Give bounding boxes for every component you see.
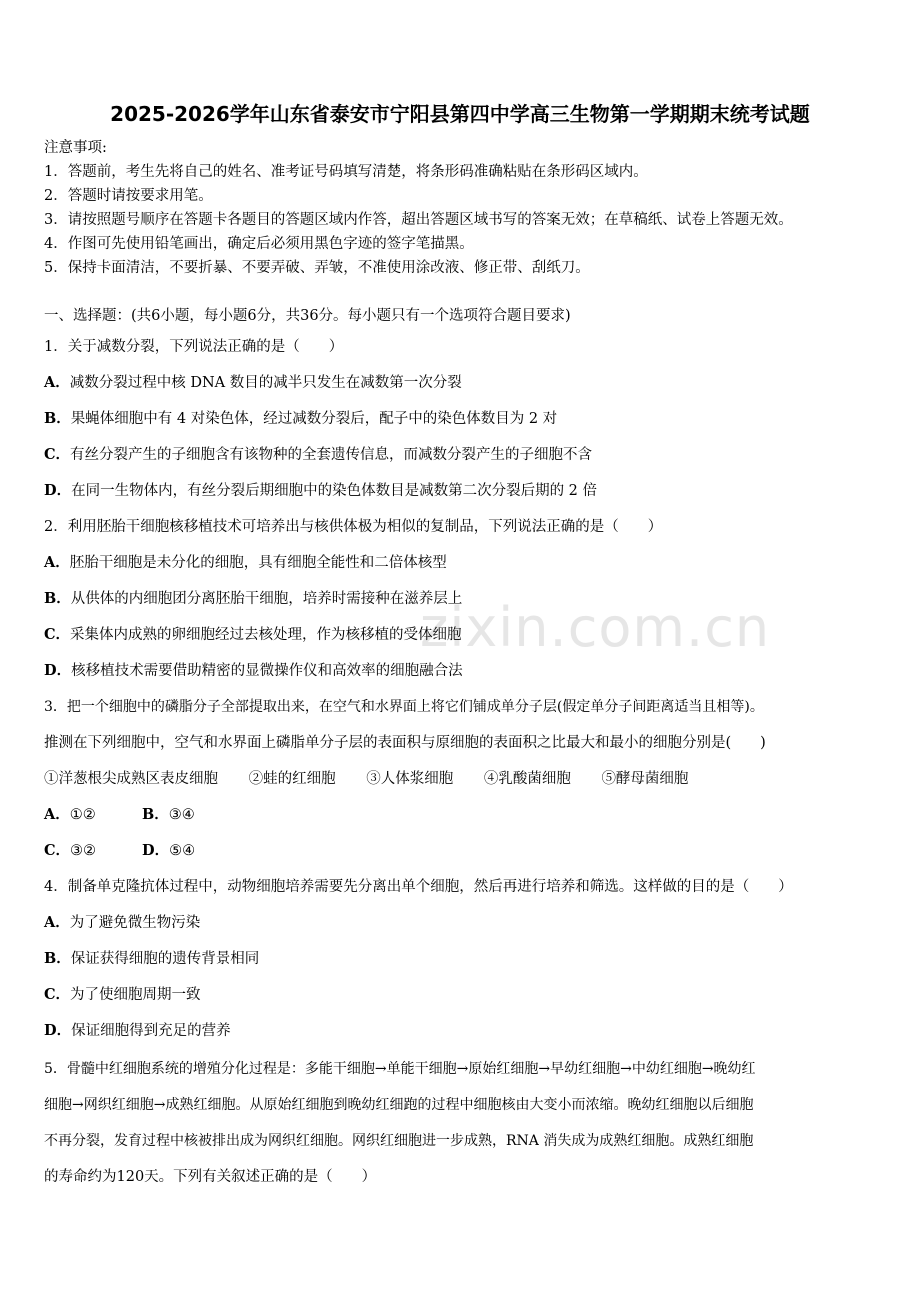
option-text: ①②	[69, 807, 96, 823]
question-stem-5-line1: 5．骨髓中红细胞系统的增殖分化过程是：多能干细胞→单能干细胞→原始红细胞→早幼红细胞→中幼红细胞→晚幼红	[44, 1061, 756, 1077]
question-stem-4: 4．制备单克隆抗体过程中，动物细胞培养需要先分离出单个细胞，然后再进行培养和筛选。这样做的目的是（ ）	[44, 879, 793, 895]
option-letter: B．	[44, 410, 71, 427]
question-stem-5-line4: 的寿命约为120天。下列有关叙述正确的是（ ）	[44, 1169, 377, 1185]
option-3c	[44, 841, 96, 861]
section-heading: 一、选择题：(共6小题，每小题6分，共36分。每小题只有一个选项符合题目要求)	[44, 308, 571, 324]
option-letter: A．	[44, 554, 70, 571]
option-text: 胚胎干细胞是未分化的细胞，具有细胞全能性和二倍体核型	[69, 555, 447, 571]
notice-item: 1．答题前，考生先将自己的姓名、准考证号码填写清楚，将条形码准确粘贴在条形码区域内。	[44, 164, 648, 180]
watermark: zixin.com.cn	[420, 596, 771, 659]
option-letter: A．	[44, 806, 70, 823]
option-letter: C．	[44, 986, 71, 1003]
notice-item: 5．保持卡面清洁，不要折暴、不要弄破、弄皱，不准使用涂改液、修正带、刮纸刀。	[44, 260, 590, 276]
option-letter: B．	[142, 806, 169, 823]
option-2b	[44, 589, 462, 609]
question-stem-3-line2: 推测在下列细胞中，空气和水界面上磷脂单分子层的表面积与原细胞的表面积之比最大和最小的细胞分别是( )	[44, 735, 766, 751]
option-4d	[44, 1021, 231, 1041]
question-stem-5-line2: 细胞→网织红细胞→成熟红细胞。从原始红细胞到晚幼红细跑的过程中细胞核由大变小而浓缩。晚幼红细胞以后细胞	[44, 1097, 754, 1113]
cell-item: ⑤酵母菌细胞	[601, 771, 689, 787]
cell-item: ③人体浆细胞	[366, 771, 454, 787]
option-1a	[44, 373, 462, 393]
option-text: 减数分裂过程中核 DNA 数目的减半只发生在减数第一次分裂	[69, 375, 462, 391]
option-letter: D．	[44, 662, 72, 679]
option-letter: B．	[44, 950, 71, 967]
option-2a	[44, 553, 447, 573]
option-text: 保证细胞得到充足的营养	[71, 1023, 231, 1039]
option-letter: B．	[44, 590, 71, 607]
page-title: 2025-2026学年山东省泰安市宁阳县第四中学高三生物第一学期期末统考试题	[110, 102, 810, 126]
option-4c	[44, 985, 201, 1005]
notice-item: 3．请按照题号顺序在答题卡各题目的答题区域内作答，超出答题区域书写的答案无效；在草稿纸、试卷上答题无效。	[44, 212, 793, 228]
option-1d	[44, 481, 597, 501]
option-4b	[44, 949, 259, 969]
option-text: 在同一生物体内，有丝分裂后期细胞中的染色体数目是减数第二次分裂后期的 2 倍	[71, 483, 598, 499]
question-3-items	[44, 769, 688, 789]
option-2d	[44, 661, 463, 681]
option-3a	[44, 805, 96, 825]
option-text: ③④	[168, 807, 195, 823]
option-3d	[142, 841, 195, 861]
option-text: 果蝇体细胞中有 4 对染色体，经过减数分裂后，配子中的染色体数目为 2 对	[70, 411, 558, 427]
option-letter: C．	[44, 446, 71, 463]
option-letter: C．	[44, 626, 71, 643]
notice-item: 4．作图可先使用铅笔画出，确定后必须用黑色字迹的签字笔描黑。	[44, 236, 474, 252]
option-2c	[44, 625, 462, 645]
question-stem-3-line1: 3．把一个细胞中的磷脂分子全部提取出来，在空气和水界面上将它们铺成单分子层(假定单分子间距离适当且相等)。	[44, 699, 764, 715]
option-text: ③②	[70, 843, 97, 859]
cell-item: ②蛙的红细胞	[248, 771, 336, 787]
notice-item: 2．答题时请按要求用笔。	[44, 188, 213, 204]
option-text: 核移植技术需要借助精密的显微操作仪和高效率的细胞融合法	[71, 663, 463, 679]
option-letter: A．	[44, 914, 70, 931]
option-letter: C．	[44, 842, 71, 859]
notice-heading: 注意事项:	[44, 140, 107, 156]
cell-item: ④乳酸菌细胞	[483, 771, 571, 787]
option-1c	[44, 445, 592, 465]
option-text: 保证获得细胞的遗传背景相同	[70, 951, 260, 967]
option-letter: D．	[142, 842, 170, 859]
option-text: 采集体内成熟的卵细胞经过去核处理，作为核移植的受体细胞	[70, 627, 462, 643]
option-4a	[44, 913, 200, 933]
option-text: 从供体的内细胞团分离胚胎干细胞，培养时需接种在滋养层上	[70, 591, 463, 607]
option-text: 为了使细胞周期一致	[70, 987, 201, 1003]
question-stem-5-line3: 不再分裂，发育过程中核被排出成为网织红细胞。网织红细胞进一步成熟，RNA 消失成为成熟红细胞。成熟红细胞	[44, 1133, 754, 1149]
option-text: 为了避免微生物污染	[69, 915, 201, 931]
option-letter: D．	[44, 482, 72, 499]
option-text: 有丝分裂产生的子细胞含有该物种的全套遗传信息，而减数分裂产生的子细胞不含	[70, 447, 593, 463]
question-stem-1: 1．关于减数分裂，下列说法正确的是（ ）	[44, 339, 344, 355]
cell-item: ①洋葱根尖成熟区表皮细胞	[44, 771, 218, 787]
option-1b	[44, 409, 557, 429]
option-text: ⑤④	[169, 843, 196, 859]
option-letter: D．	[44, 1022, 72, 1039]
option-letter: A．	[44, 374, 70, 391]
option-3b	[142, 805, 195, 825]
question-stem-2: 2．利用胚胎干细胞核移植技术可培养出与核供体极为相似的复制品，下列说法正确的是（ ）	[44, 519, 663, 535]
